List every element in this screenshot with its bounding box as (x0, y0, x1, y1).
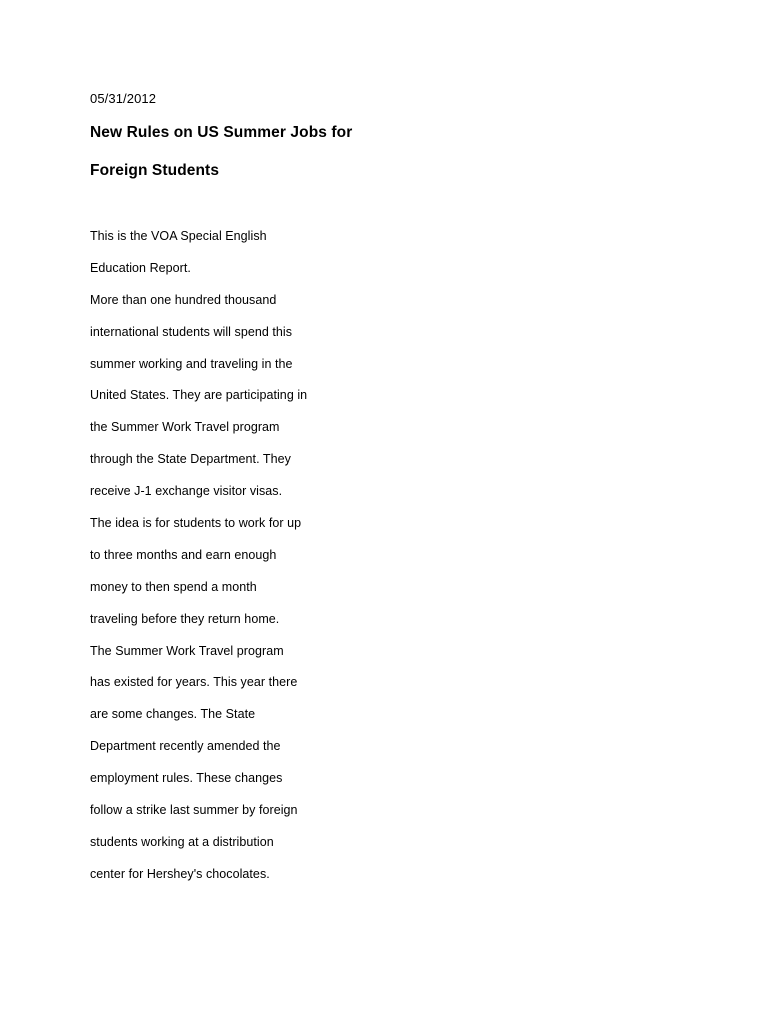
body-line: United States. They are participating in (90, 388, 308, 403)
body-line: Department recently amended the (90, 739, 281, 754)
body-line: money to then spend a month (90, 579, 257, 594)
article-date: 05/31/2012 (90, 91, 157, 106)
body-line: The idea is for students to work for up (90, 516, 302, 531)
body-line: More than one hundred thousand (90, 292, 277, 307)
body-line: students working at a distribution (90, 834, 274, 849)
body-line: center for Hershey's chocolates. (90, 866, 270, 881)
body-line: the Summer Work Travel program (90, 420, 280, 435)
body-line: international students will spend this (90, 324, 293, 339)
article-body (90, 228, 307, 898)
article-title-line-2: Foreign Students (90, 162, 220, 179)
body-line: Education Report. (90, 260, 191, 275)
body-line: summer working and traveling in the (90, 356, 293, 371)
body-line: traveling before they return home. (90, 611, 280, 626)
body-line: follow a strike last summer by foreign (90, 803, 298, 818)
body-line: employment rules. These changes (90, 771, 283, 786)
body-line: This is the VOA Special English (90, 229, 267, 243)
body-line: to three months and earn enough (90, 547, 277, 562)
body-line: has existed for years. This year there (90, 675, 298, 690)
body-line: receive J-1 exchange visitor visas. (90, 484, 283, 499)
body-line: The Summer Work Travel program (90, 643, 284, 658)
body-line: are some changes. The State (90, 707, 256, 722)
body-line: through the State Department. They (90, 452, 291, 467)
article-title-line-1: New Rules on US Summer Jobs for (90, 124, 353, 141)
